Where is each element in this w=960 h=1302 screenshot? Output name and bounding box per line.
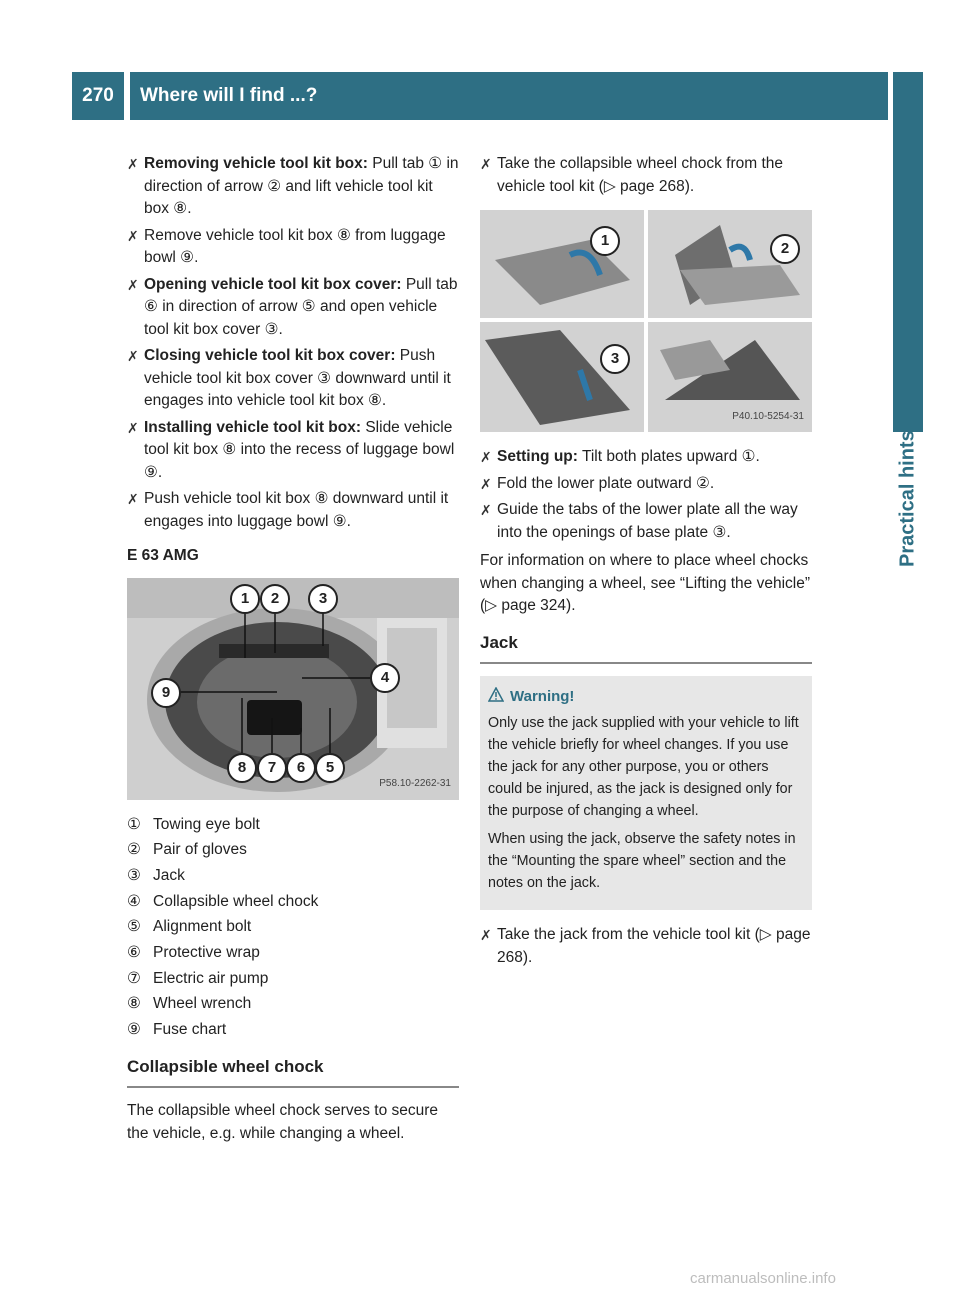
legend-label: Collapsible wheel chock <box>153 892 319 910</box>
step-item <box>480 473 812 496</box>
legend-number: ③ <box>127 866 141 884</box>
step-item <box>127 274 459 342</box>
step-marker-icon: ✗ <box>127 156 139 172</box>
callout-9: 9 <box>151 678 181 708</box>
step-text: Remove vehicle tool kit box ⑧ from luggage bowl ⑨. <box>144 226 446 266</box>
step-item <box>480 499 812 544</box>
side-tab <box>893 120 923 590</box>
step-text: Guide the tabs of the lower plate all the way into the openings of base plate ③. <box>497 501 798 541</box>
callout-6: 6 <box>286 753 316 783</box>
legend-label: Wheel wrench <box>153 995 252 1013</box>
step-text: Slide vehicle tool kit box ⑧ into the recess of luggage bowl ⑨. <box>144 418 455 481</box>
callout-1: 1 <box>230 584 260 614</box>
legend-number: ④ <box>127 892 141 910</box>
step-text: Push vehicle tool kit box cover ③ downward until it engages into vehicle tool kit box ⑧. <box>144 347 451 409</box>
step-marker-icon: ✗ <box>480 475 492 492</box>
step-bold: Installing vehicle tool kit box: <box>144 418 362 436</box>
legend-label: Electric air pump <box>153 969 269 987</box>
step-item <box>480 924 812 969</box>
step-marker-icon: ✗ <box>480 156 492 172</box>
step-item <box>127 345 459 413</box>
wheel-chock-figure <box>480 210 812 432</box>
section-title-jack: Jack <box>480 632 812 665</box>
callout-2: 2 <box>260 584 290 614</box>
legend-number: ⑤ <box>127 918 141 936</box>
step-text: Pull tab ⑥ in direction of arrow ⑤ and open vehicle tool kit box cover ③. <box>144 275 458 338</box>
step-item <box>127 417 459 485</box>
page-title: Where will I find ...? <box>140 85 318 106</box>
step-bold: Setting up: <box>497 448 578 465</box>
page-number: 270 <box>82 85 114 106</box>
step-text: Take the collapsible wheel chock from the vehicle tool kit (▷ page 268). <box>497 155 784 195</box>
wheel-chock-illustration <box>480 210 812 432</box>
step-text: Pull tab ① in direction of arrow ② and lift vehicle tool kit box ⑧. <box>144 155 459 217</box>
legend-label: Fuse chart <box>153 1021 227 1038</box>
callout-1: 1 <box>590 226 620 256</box>
section-title-wheel-chock: Collapsible wheel chock <box>127 1056 459 1089</box>
step-item <box>480 446 812 469</box>
warning-text: When using the jack, observe the safety notes in the “Mounting the spare wheel” section and the notes on the jack. <box>488 831 796 891</box>
legend-item <box>127 865 459 888</box>
figure-id: P58.10-2262-31 <box>379 778 451 789</box>
page-number-box <box>72 72 124 120</box>
warning-title: Warning! <box>510 688 575 705</box>
callout-2: 2 <box>770 234 800 264</box>
step-marker-icon: ✗ <box>127 491 139 507</box>
legend-item <box>127 891 459 914</box>
step-text: Take the jack from the vehicle tool kit (▷ page 268). <box>497 926 811 966</box>
legend-item <box>127 839 459 862</box>
callout-4: 4 <box>370 663 400 693</box>
legend-item <box>127 942 459 965</box>
step-marker-icon: ✗ <box>127 227 139 244</box>
step-marker-icon: ✗ <box>480 449 492 465</box>
warning-heading <box>488 686 804 708</box>
section-text: The collapsible wheel chock serves to secure the vehicle, e.g. while changing a wheel. <box>127 1102 439 1142</box>
step-marker-icon: ✗ <box>480 502 492 518</box>
legend-label: Pair of gloves <box>153 841 247 859</box>
callout-3: 3 <box>600 344 630 374</box>
step-item <box>127 153 459 221</box>
legend-label: Protective wrap <box>153 943 260 961</box>
legend-label: Towing eye bolt <box>153 815 260 833</box>
warning-text: Only use the jack supplied with your vehicle to lift the vehicle briefly for wheel changes. If you use the jack for any other purpose, you or others could be injured, as the jack is designed only for the purpose of changing a wheel. <box>488 715 799 819</box>
legend-number: ⑥ <box>127 943 141 961</box>
side-tab-label: Practical hints <box>896 430 919 567</box>
figure-id: P40.10-5254-31 <box>732 410 804 422</box>
info-text: For information on where to place wheel chocks when changing a wheel, see “Lifting the vehicle” (▷ page 324). <box>480 552 811 614</box>
callout-5: 5 <box>315 753 345 783</box>
legend-number: ② <box>127 841 141 859</box>
legend-item <box>127 993 459 1016</box>
legend-item <box>127 1019 459 1042</box>
step-bold: Opening vehicle tool kit box cover: <box>144 275 402 293</box>
step-bold: Closing vehicle tool kit box cover: <box>144 347 396 364</box>
warning-triangle-icon <box>488 687 504 709</box>
step-text: Tilt both plates upward ①. <box>577 448 760 465</box>
legend-label: Alignment bolt <box>153 918 252 936</box>
model-heading: E 63 AMG <box>127 547 199 564</box>
callout-7: 7 <box>257 753 287 783</box>
step-marker-icon: ✗ <box>127 419 139 436</box>
step-item <box>480 153 812 198</box>
step-text: Fold the lower plate outward ②. <box>497 474 715 492</box>
legend-item <box>127 968 459 991</box>
callout-3: 3 <box>308 584 338 614</box>
legend-list <box>127 814 459 1042</box>
step-marker-icon: ✗ <box>127 348 139 364</box>
legend-number: ① <box>127 815 141 833</box>
watermark: carmanualsonline.info <box>690 1270 836 1287</box>
step-item <box>127 225 459 270</box>
step-marker-icon: ✗ <box>127 276 139 293</box>
step-text: Push vehicle tool kit box ⑧ downward until it engages into luggage bowl ⑨. <box>144 490 449 530</box>
legend-label: Jack <box>153 866 185 884</box>
step-bold: Removing vehicle tool kit box: <box>144 155 368 172</box>
legend-number: ⑨ <box>127 1021 141 1038</box>
warning-box <box>480 676 812 910</box>
callout-8: 8 <box>227 753 257 783</box>
left-column <box>127 153 459 1151</box>
legend-number: ⑦ <box>127 969 141 987</box>
step-marker-icon: ✗ <box>480 927 492 943</box>
header-bar <box>130 72 888 120</box>
legend-number: ⑧ <box>127 995 141 1013</box>
tool-kit-figure <box>127 578 459 800</box>
step-item <box>127 488 459 533</box>
legend-item <box>127 814 459 837</box>
legend-item <box>127 916 459 939</box>
right-column <box>480 153 812 973</box>
